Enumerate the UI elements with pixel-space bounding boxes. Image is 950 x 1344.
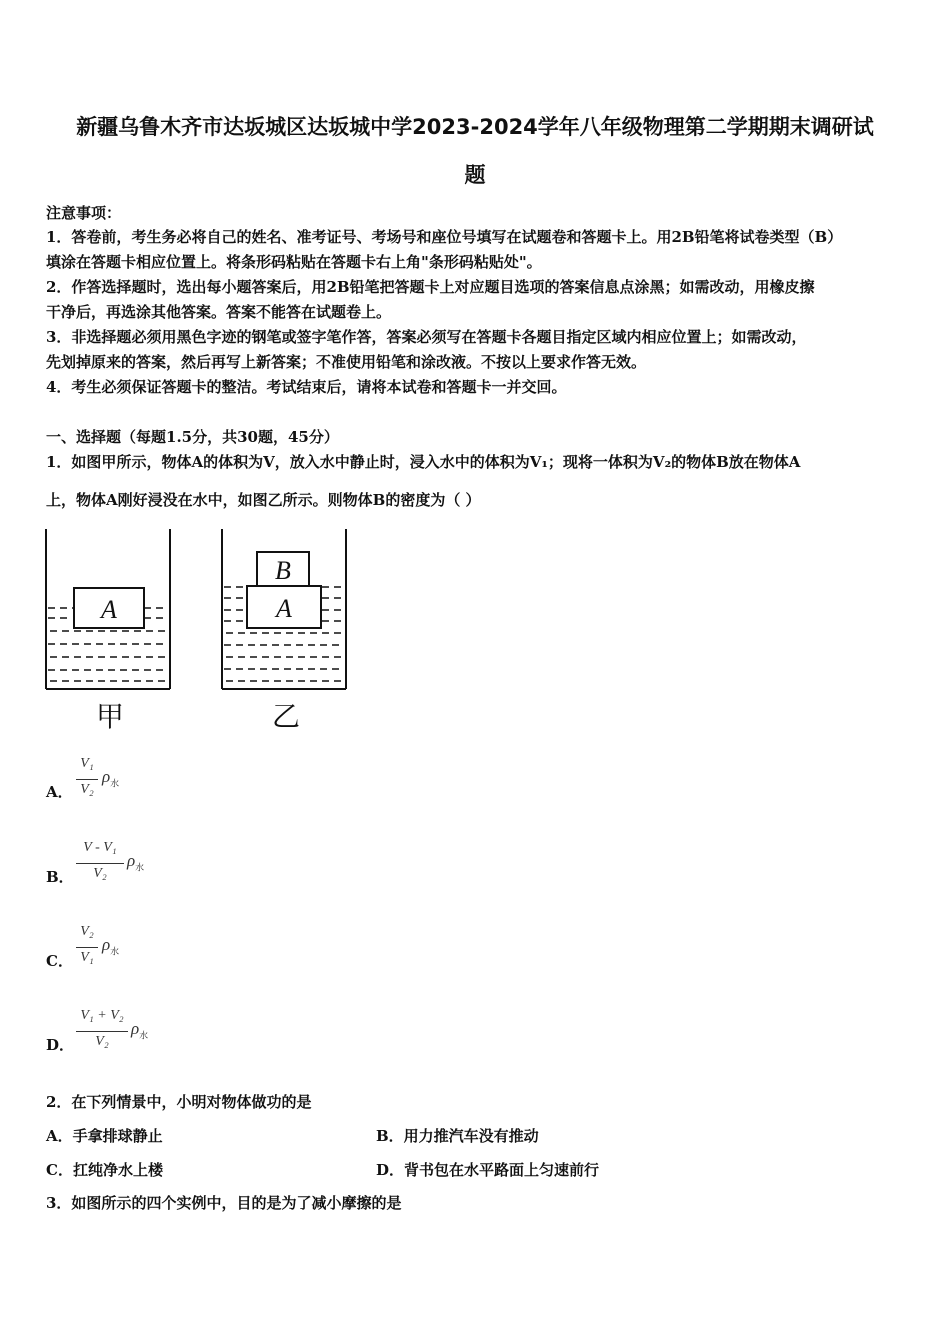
rho-subscript: 水	[110, 778, 120, 789]
q1-option-d-density	[131, 1019, 148, 1041]
q1-option-c-fraction	[76, 924, 98, 974]
caption-yi: 乙	[271, 700, 301, 733]
fraction-numerator: V₁ + V₂	[80, 1008, 124, 1023]
fraction-numerator: V - V₁	[83, 840, 117, 855]
rho-subscript: 水	[139, 1030, 149, 1041]
q1-option-b-fraction	[76, 840, 124, 890]
q1-option-d-label[interactable]: D．	[46, 1036, 75, 1054]
buoyancy-figure	[40, 525, 360, 740]
fraction-denominator: V₁	[80, 950, 94, 965]
fraction-denominator: V₂	[93, 866, 107, 881]
q1-option-a-fraction	[76, 756, 98, 806]
fraction-denominator: V₂	[95, 1034, 109, 1049]
q2-option-c[interactable]: C．扛纯净水上楼	[46, 1161, 163, 1179]
exam-title: 新疆乌鲁木齐市达坂城区达坂城中学2023-2024学年八年级物理第二学期期末调研试	[76, 115, 874, 139]
notice-line: 2．作答选择题时，选出每小题答案后，用2B铅笔把答题卡上对应题目选项的答案信息点涂黑；如需改动，用橡皮擦	[46, 278, 815, 296]
question-1-stem-continued: 上，物体A刚好浸没在水中，如图乙所示。则物体B的密度为（ ）	[46, 491, 481, 509]
q2-option-a[interactable]: A．手拿排球静止	[46, 1127, 163, 1145]
notice-line: 先划掉原来的答案，然后再写上新答案；不准使用铅笔和涂改液。不按以上要求作答无效。	[46, 353, 647, 371]
q1-option-c-density	[102, 935, 119, 957]
block-a-left-label: A	[101, 595, 117, 624]
notice-line: 4．考生必须保证答题卡的整洁。考试结束后，请将本试卷和答题卡一并交回。	[46, 378, 567, 396]
rho-subscript: 水	[110, 946, 120, 957]
question-2-stem: 2．在下列情景中，小明对物体做功的是	[46, 1093, 312, 1111]
fraction-bar	[76, 779, 98, 780]
block-b-label: B	[275, 556, 291, 585]
rho-symbol: ρ	[102, 935, 111, 954]
fraction-bar	[76, 863, 124, 864]
q1-option-b-density	[127, 851, 144, 873]
rho-symbol: ρ	[127, 851, 136, 870]
block-a-right-label: A	[276, 594, 292, 623]
notice-line: 3．非选择题必须用黑色字迹的钢笔或签字笔作答，答案必须写在答题卡各题目指定区域内相应位置上；如需改动，	[46, 328, 807, 346]
rho-symbol: ρ	[131, 1019, 140, 1038]
rho-symbol: ρ	[102, 767, 111, 786]
fraction-bar	[76, 947, 98, 948]
q1-option-a-label[interactable]: A．	[46, 783, 73, 801]
q1-option-b-label[interactable]: B．	[46, 868, 74, 886]
q1-option-c-label[interactable]: C．	[46, 952, 73, 970]
caption-jia: 甲	[95, 700, 125, 733]
fraction-numerator: V₁	[80, 756, 94, 771]
exam-title-continued: 题	[464, 163, 486, 187]
q2-option-b[interactable]: B．用力推汽车没有推动	[376, 1127, 539, 1145]
notice-line: 填涂在答题卡相应位置上。将条形码粘贴在答题卡右上角"条形码粘贴处"。	[46, 253, 542, 271]
fraction-numerator: V₂	[80, 924, 94, 939]
notice-line: 干净后，再选涂其他答案。答案不能答在试题卷上。	[46, 303, 392, 321]
question-3-stem: 3．如图所示的四个实例中，目的是为了减小摩擦的是	[46, 1194, 402, 1212]
q1-option-a-density	[102, 767, 119, 789]
fraction-bar	[76, 1031, 128, 1032]
notice-heading: 注意事项：	[46, 204, 122, 222]
fraction-denominator: V₂	[80, 782, 94, 797]
question-1-stem: 1．如图甲所示，物体A的体积为V，放入水中静止时，浸入水中的体积为V₁；现将一体积为V₂的物体B放在物体A	[46, 453, 801, 471]
section-heading: 一、选择题（每题1.5分，共30题，45分）	[46, 428, 339, 446]
notice-line: 1．答卷前，考生务必将自己的姓名、准考证号、考场号和座位号填写在试题卷和答题卡上。用2B铅笔将试卷类型（B）	[46, 228, 843, 246]
rho-subscript: 水	[135, 862, 145, 873]
q2-option-d[interactable]: D．背书包在水平路面上匀速前行	[376, 1161, 600, 1179]
q1-option-d-fraction	[76, 1008, 128, 1058]
